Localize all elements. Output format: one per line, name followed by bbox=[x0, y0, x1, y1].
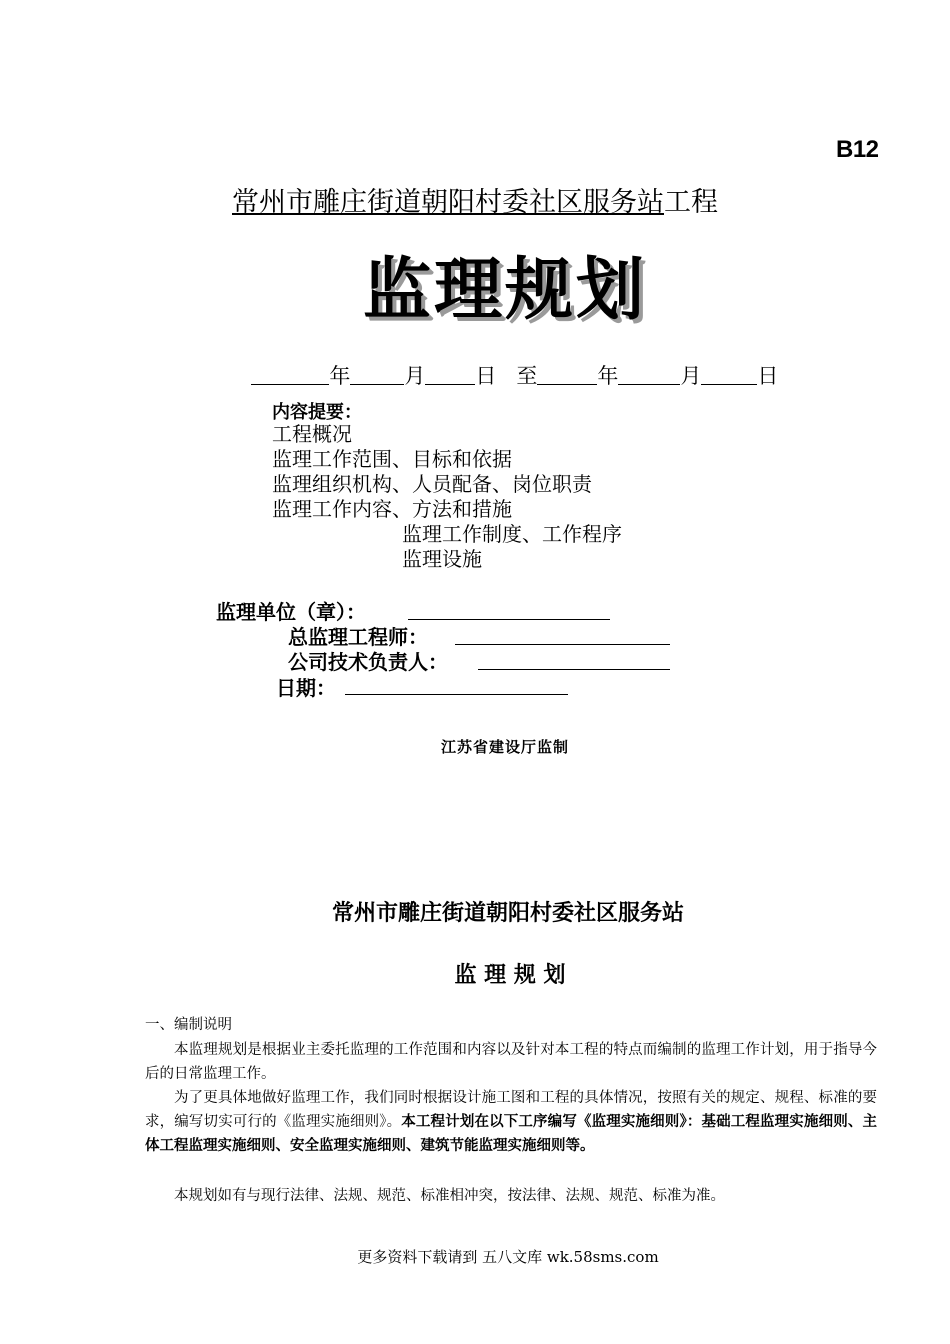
date-char: 月 bbox=[680, 364, 702, 388]
sig-date-label: 日期： bbox=[276, 676, 336, 700]
date-char: 年 bbox=[597, 364, 619, 388]
date-char: 日 bbox=[475, 364, 497, 388]
paragraph-1: 本监理规划是根据业主委托监理的工作范围和内容以及针对本工程的特点而编制的监理工作计划，用于指导今后的日常监理工作。 bbox=[145, 1042, 877, 1082]
summary-label: 内容提要： bbox=[272, 402, 362, 423]
summary-item: 监理设施 bbox=[402, 547, 482, 571]
section-title: 一、编制说明 bbox=[145, 1017, 232, 1033]
footer-text: 更多资料下载请到 五八文库 wk.58sms.com bbox=[357, 1248, 659, 1266]
date-char: 日 bbox=[757, 364, 779, 388]
project-name: 常州市雕庄街道朝阳村委社区服务站 bbox=[232, 187, 664, 218]
sig-chief-label: 总监理工程师： bbox=[288, 625, 428, 649]
paragraph-3: 本规划如有与现行法律、法规、规范、标准相冲突，按法律、法规、规范、标准为准。 bbox=[174, 1188, 725, 1204]
sig-tech-label: 公司技术负责人： bbox=[288, 650, 448, 674]
body-subheading: 监 理 规 划 bbox=[454, 963, 566, 988]
sig-tech-line bbox=[478, 668, 670, 670]
summary-item: 监理工作制度、工作程序 bbox=[402, 522, 622, 546]
issuer: 江苏省建设厅监制 bbox=[440, 738, 569, 756]
summary-item: 监理工作内容、方法和措施 bbox=[272, 497, 512, 521]
date-char: 月 bbox=[404, 364, 426, 388]
cover-title: 监理规划 bbox=[362, 251, 647, 330]
project-suffix: 工程 bbox=[664, 187, 718, 218]
sig-unit-label: 监理单位（章）： bbox=[216, 600, 366, 624]
document-code: B12 bbox=[836, 136, 879, 163]
paragraph-2-text: 为了更具体地做好监理工作，我们同时根据设计施工图和工程的具体情况，按照有关的规定、规程、标准的要求，编写切实可行的《监理实施细则》。 bbox=[145, 1090, 877, 1130]
date-range bbox=[238, 336, 778, 390]
paragraph-2 bbox=[145, 1086, 877, 1158]
date-char: 至 bbox=[516, 364, 538, 388]
body-heading: 常州市雕庄街道朝阳村委社区服务站 bbox=[331, 901, 684, 926]
paragraph-2-bold: 本工程计划在以下工序编写《监理实施细则》：基础工程监理实施细则、主体工程监理实施细则、安全监理实施细则、建筑节能监理实施细则等。 bbox=[145, 1114, 878, 1154]
date-char: 年 bbox=[329, 364, 351, 388]
summary-item: 监理组织机构、人员配备、岗位职责 bbox=[272, 472, 592, 496]
summary-item: 监理工作范围、目标和依据 bbox=[272, 447, 512, 471]
sig-date-line bbox=[345, 693, 568, 695]
sig-chief-line bbox=[455, 643, 670, 645]
sig-unit-line bbox=[408, 618, 610, 620]
project-name-line bbox=[0, 180, 950, 219]
summary-item: 工程概况 bbox=[272, 422, 352, 446]
